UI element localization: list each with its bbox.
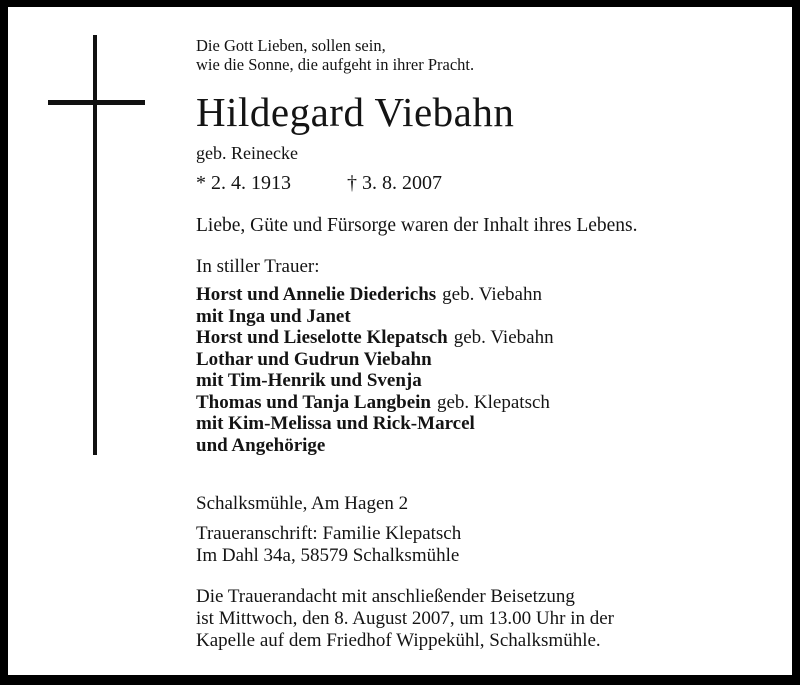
mourner-line <box>196 349 554 371</box>
mourners-list <box>196 284 554 456</box>
mourner-line <box>196 327 554 349</box>
mourner-line <box>196 306 554 328</box>
mourner-names: Thomas und Tanja Langbein <box>196 391 431 413</box>
mourner-names: Horst und Annelie Diederichs <box>196 284 437 305</box>
mourner-names: Lothar und Gudrun Viebahn <box>196 348 432 370</box>
deceased-name: Hildegard Viebahn <box>196 89 515 135</box>
death-date: † 3. 8. 2007 <box>347 172 442 194</box>
quote-line-2: wie die Sonne, die aufgeht in ihrer Pracht. <box>196 54 475 74</box>
birth-date: * 2. 4. 1913 <box>196 172 291 194</box>
mourner-maiden: geb. Viebahn <box>442 284 542 305</box>
mourner-line <box>196 370 554 392</box>
epitaph-line: Liebe, Güte und Fürsorge waren der Inhalt ihres Lebens. <box>196 215 638 236</box>
family-address: Schalksmühle, Am Hagen 2 <box>196 493 409 514</box>
mourner-maiden: geb. Viebahn <box>453 327 554 348</box>
condolence-address <box>196 523 461 567</box>
mourner-names: Horst und Lieselotte Klepatsch <box>196 327 448 348</box>
funeral-details <box>196 586 614 652</box>
life-dates <box>196 171 442 195</box>
funeral-line-3: Kapelle auf dem Friedhof Wippekühl, Schalksmühle. <box>196 630 601 651</box>
mourner-line <box>196 435 554 457</box>
mourner-names: mit Inga und Janet <box>196 305 351 327</box>
cross-icon-horizontal-bar <box>48 100 145 105</box>
mourner-line <box>196 284 554 306</box>
mourner-line <box>196 392 554 414</box>
funeral-line-1: Die Trauerandacht mit anschließender Beisetzung <box>196 586 575 607</box>
mourner-names: und Angehörige <box>196 434 326 456</box>
opening-quote <box>196 37 474 74</box>
maiden-name: geb. Reinecke <box>196 143 298 163</box>
mourner-names: mit Kim-Melissa und Rick-Marcel <box>196 413 475 434</box>
cross-icon-vertical-bar <box>93 35 97 455</box>
condolence-line-2: Im Dahl 34a, 58579 Schalksmühle <box>196 545 460 566</box>
mourner-maiden: geb. Klepatsch <box>436 391 550 413</box>
mourner-names: mit Tim-Henrik und Svenja <box>196 370 422 391</box>
funeral-line-2: ist Mittwoch, den 8. August 2007, um 13.00 Uhr in der <box>196 608 614 629</box>
obituary-page <box>8 7 792 675</box>
mourning-intro: In stiller Trauer: <box>196 256 320 277</box>
mourner-line <box>196 413 554 435</box>
condolence-line-1: Traueranschrift: Familie Klepatsch <box>196 523 462 544</box>
quote-line-1: Die Gott Lieben, sollen sein, <box>196 36 386 55</box>
